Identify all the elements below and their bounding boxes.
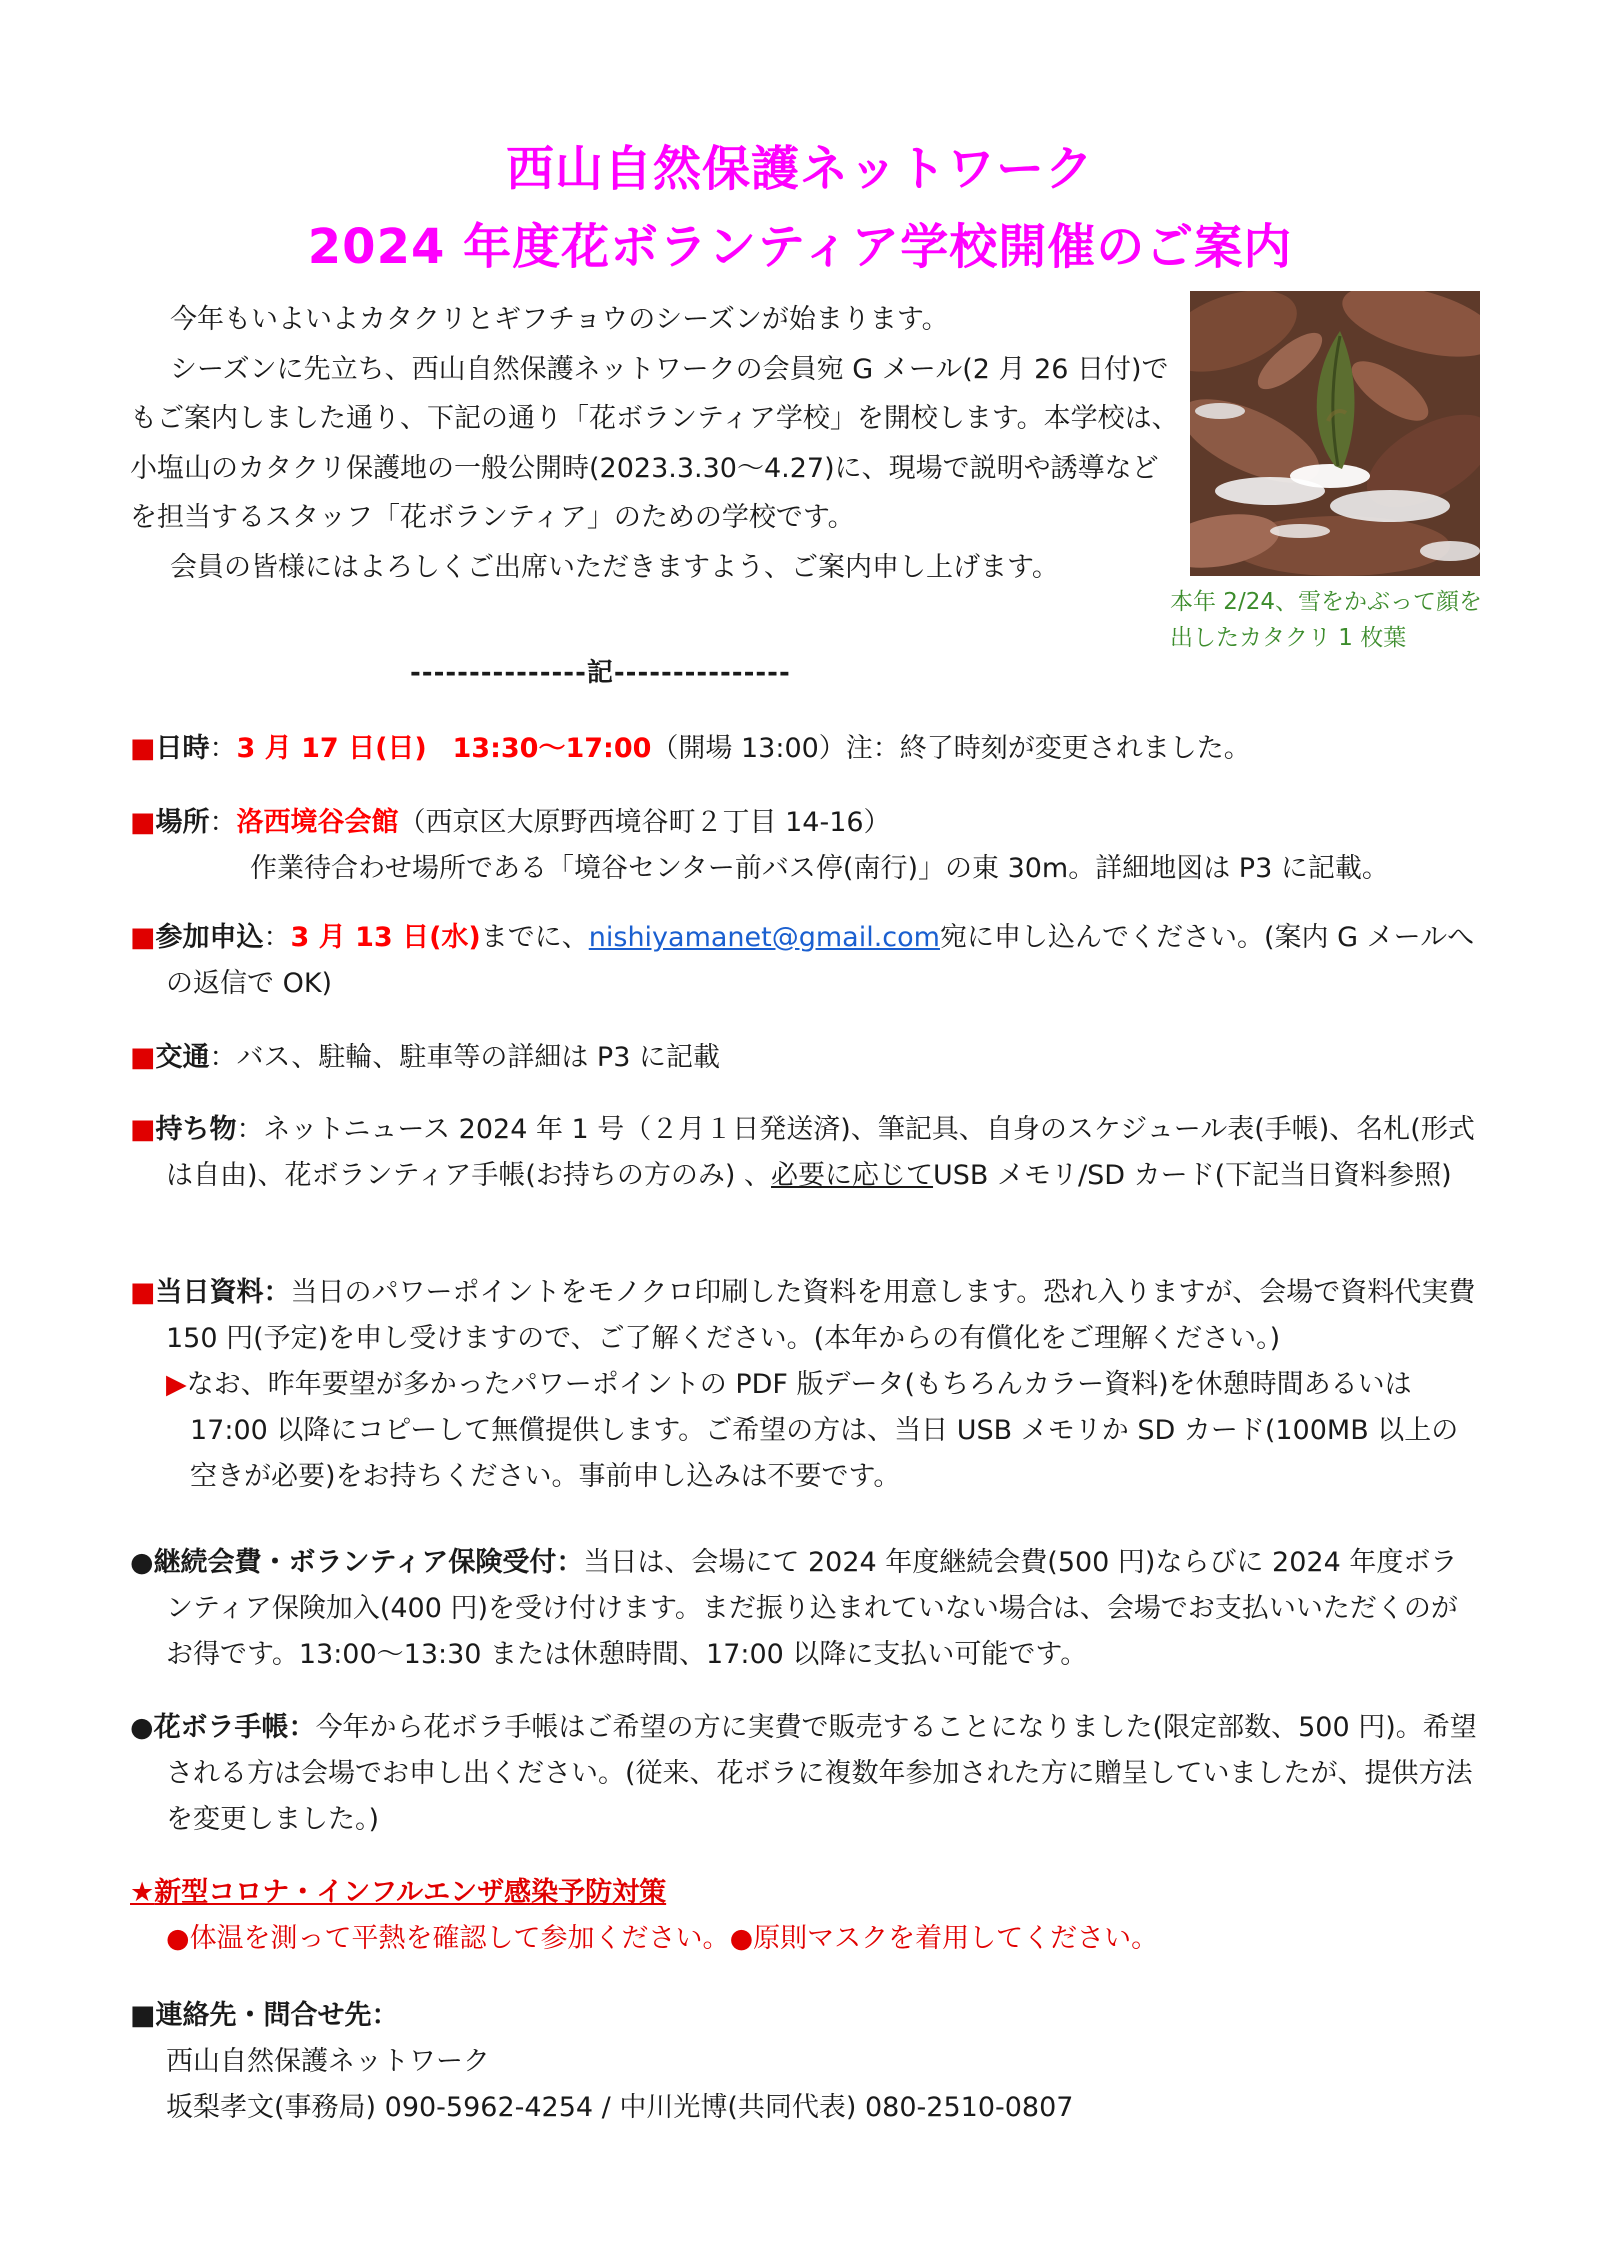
fees-label: 継続会費・ボランティア保険受付： xyxy=(153,1547,584,1578)
venue-note: 作業待合わせ場所である「境谷センター前バス停(南行)」の東 30m。詳細地図は P3 に記載。 xyxy=(250,853,1389,884)
belongings-text-1: ネットニュース 2024 年 1 号（２月１日発送済)、筆記具、自身のスケジュール表(手帳)、名札(形式は自由)、花ボランティア手帳(お持ちの方のみ) 、 xyxy=(166,1114,1475,1191)
venue-label: 場所 xyxy=(155,807,210,838)
transport-section xyxy=(130,1035,1480,1081)
intro-paragraph-3: 会員の皆様にはよろしくご出席いただきますよう、ご案内申し上げます。 xyxy=(170,551,1059,583)
apply-label: 参加申込 xyxy=(155,922,264,953)
materials-sub: なお、昨年要望が多かったパワーポイントの PDF 版データ(もちろんカラー資料)を休憩時間あるいは 17:00 以降にコピーして無償提供します。ご希望の方は、当日 USB メモリか SD カード(100MB 以上の空きが必要)をお持ちください。事前申し込みは不要です。 xyxy=(186,1369,1459,1492)
covid-section xyxy=(130,1870,1480,1962)
materials-text: 当日のパワーポイントをモノクロ印刷した資料を用意します。恐れ入りますが、会場で資料代実費 150 円(予定)を申し受けますので、ご了解ください。(本年からの有償化をご理解ください。) xyxy=(166,1277,1476,1354)
apply-section xyxy=(130,915,1480,1007)
date-sep: ： xyxy=(209,733,237,764)
materials-section xyxy=(130,1270,1480,1500)
date-section xyxy=(130,726,1480,772)
intro-paragraph-1: 今年もいよいよカタクリとギフチョウのシーズンが始まります。 xyxy=(170,304,949,335)
fees-text: 当日は、会場にて 2024 年度継続会費(500 円)ならびに 2024 年度ボランティア保険加入(400 円)を受け付けます。まだ振り込まれていない場合は、会場でお支払いいただくのがお得です。13:00～13:30 または休憩時間、17:00 以降に支払い可能です。 xyxy=(166,1547,1458,1670)
title-line-1: 西山自然保護ネットワーク xyxy=(505,141,1094,197)
venue-sep: ： xyxy=(209,807,237,838)
contact-label: 連絡先・問合せ先： xyxy=(155,2000,399,2031)
apply-text-2: 宛に申し込んでください。(案内 G メールへの返信で OK) xyxy=(166,922,1475,999)
katakuri-photo xyxy=(1190,291,1480,576)
square-bullet: ■ xyxy=(130,733,156,764)
date-day: 3 月 17 日(日) xyxy=(236,733,427,764)
circle-bullet: ● xyxy=(130,1712,154,1743)
notebook-section xyxy=(130,1705,1480,1843)
square-bullet: ■ xyxy=(130,1114,156,1145)
apply-sep: ： xyxy=(263,922,291,953)
square-bullet: ■ xyxy=(130,1277,156,1308)
notebook-label: 花ボラ手帳： xyxy=(153,1712,316,1743)
square-bullet: ■ xyxy=(130,1042,156,1073)
intro-paragraph-2: シーズンに先立ち、西山自然保護ネットワークの会員宛 G メール(2 月 26 日付)でもご案内しました通り、下記の通り「花ボランティア学校」を開校します。本学校は、小塩山のカタクリ保護地の一般公開時(2023.3.30～4.27)に、現場で説明や誘導などを担当するスタッフ「花ボランティア」のための学校です。 xyxy=(130,353,1179,533)
belongings-section xyxy=(130,1107,1480,1199)
fees-section xyxy=(130,1540,1480,1678)
covid-title: 新型コロナ・インフルエンザ感染予防対策 xyxy=(154,1877,667,1908)
contact-persons: 坂梨孝文(事務局) 090-5962-4254 / 中川光博(共同代表) 080-2510-0807 xyxy=(166,2092,1074,2123)
belongings-label: 持ち物 xyxy=(155,1114,237,1145)
photo-caption: 本年 2/24、雪をかぶって顔を出したカタクリ 1 枚葉 xyxy=(1170,589,1482,651)
covid-item-2: 原則マスクを着用してください。 xyxy=(753,1923,1159,1954)
transport-sep: ： xyxy=(209,1042,237,1073)
ki-separator: ---------------記--------------- xyxy=(410,658,791,688)
transport-label: 交通 xyxy=(155,1042,210,1073)
circle-bullet: ● xyxy=(166,1923,190,1954)
intro-text xyxy=(130,295,1180,592)
star-bullet: ★ xyxy=(130,1877,155,1908)
square-bullet: ■ xyxy=(130,922,156,953)
transport-text: バス、駐輪、駐車等の詳細は P3 に記載 xyxy=(236,1042,720,1073)
venue-name: 洛西境谷会館 xyxy=(236,807,399,838)
venue-address: （西京区大原野西境谷町２丁目 14-16） xyxy=(398,807,891,838)
circle-bullet: ● xyxy=(729,1923,754,1954)
covid-item-1: 体温を測って平熱を確認して参加ください。 xyxy=(189,1923,730,1954)
venue-section xyxy=(130,800,1480,892)
date-label: 日時 xyxy=(155,733,210,764)
notebook-text: 今年から花ボラ手帳はご希望の方に実費で販売することになりました(限定部数、500 円)。希望される方は会場でお申し出ください。(従来、花ボラに複数年参加された方に贈呈していましたが、提供方法を変更しました。) xyxy=(166,1712,1477,1835)
belongings-text-2: USB メモリ/SD カード(下記当日資料参照) xyxy=(933,1160,1452,1191)
circle-bullet: ● xyxy=(130,1547,154,1578)
date-time: 13:30～17:00 xyxy=(452,733,652,764)
materials-label: 当日資料： xyxy=(155,1277,291,1308)
arrow-bullet: ▶ xyxy=(166,1369,187,1400)
title-line-2: 2024 年度花ボランティア学校開催のご案内 xyxy=(307,219,1293,275)
square-bullet: ■ xyxy=(130,2000,156,2031)
apply-text-1: までに、 xyxy=(480,922,589,953)
email-link[interactable]: nishiyamanet@gmail.com xyxy=(588,922,940,953)
katakuri-photo-image xyxy=(1190,291,1480,576)
apply-deadline: 3 月 13 日(水) xyxy=(290,922,481,953)
square-bullet: ■ xyxy=(130,807,156,838)
belongings-underlined: 必要に応じて xyxy=(771,1160,934,1191)
contact-org: 西山自然保護ネットワーク xyxy=(166,2046,490,2077)
contact-section xyxy=(130,1993,1480,2131)
date-rest: （開場 13:00）注：終了時刻が変更されました。 xyxy=(651,733,1251,764)
belongings-sep: ： xyxy=(236,1114,264,1145)
